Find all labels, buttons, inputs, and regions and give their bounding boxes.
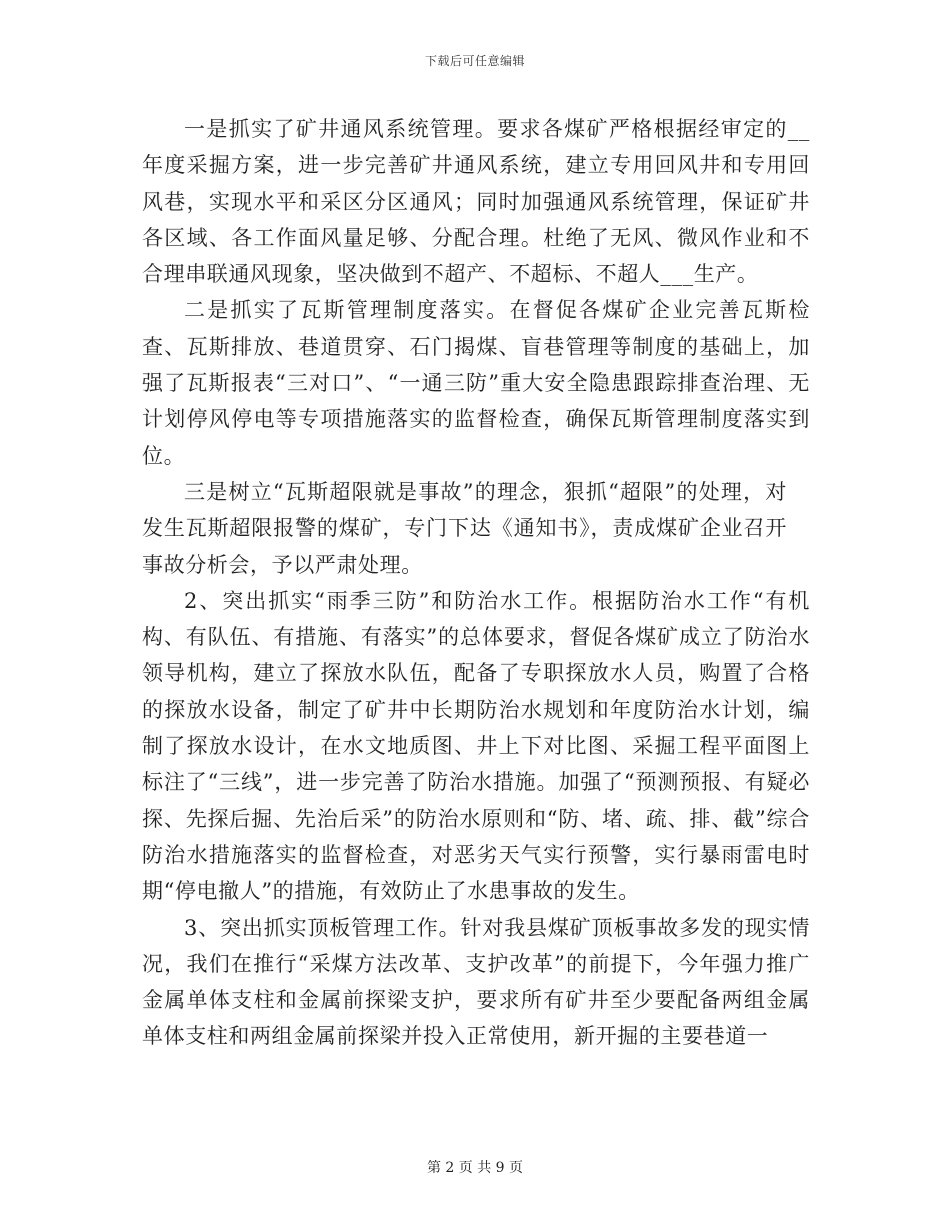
paragraph-water-prevention: 2、突出抓实“雨季三防”和防治水工作。根据防治水工作“有机构、有队伍、有措施、有落实”的总体要求，督促各煤矿成立了防治水领导机构，建立了探放水队伍，配备了专职探放水人员，购置了合格的探放水设备，制定了矿井中长期防治水规划和年度防治水计划，编制了探放水设计，在水文地质图、井上下对比图、采掘工程平面图上标注了“三线”，进一步完善了防治水措施。加强了“预测预报、有疑必探、先探后掘、先治后采”的防治水原则和“防、堵、疏、排、截”综合防治水措施落实的监督检查，对恶劣天气实行预警，实行暴雨雷电时期“停电撤人”的措施，有效防止了水患事故的发生。	[142, 588, 810, 904]
document-body	[142, 111, 810, 1055]
paragraph-gas-overlimit: 三是树立“瓦斯超限就是事故”的理念，狠抓“超限”的处理，对发生瓦斯超限报警的煤矿，专门下达《通知书》，责成煤矿企业召开事故分析会，予以严肃处理。	[142, 479, 787, 577]
paragraph-roof-management: 3、突出抓实顶板管理工作。针对我县煤矿顶板事故多发的现实情况，我们在推行“采煤方法改革、支护改革”的前提下，今年强力推广金属单体支柱和金属前探梁支护，要求所有矿井至少要配备两组金属单体支柱和两组金属前探梁并投入正常使用，新开掘的主要巷道一	[142, 915, 810, 1049]
page-number: 第 2 页 共 9 页	[426, 1160, 524, 1176]
paragraph-gas-management: 二是抓实了瓦斯管理制度落实。在督促各煤矿企业完善瓦斯检查、瓦斯排放、巷道贯穿、石门揭煤、盲巷管理等制度的基础上，加强了瓦斯报表“三对口”、“一通三防”重大安全隐患跟踪排查治理、无计划停风停电等专项措施落实的监督检查，确保瓦斯管理制度落实到位。	[142, 298, 810, 468]
page-header: 下载后可任意编辑	[424, 54, 525, 68]
paragraph-ventilation: 一是抓实了矿井通风系统管理。要求各煤矿严格根据经审定的__年度采掘方案，进一步完善矿井通风系统，建立专用回风井和专用回风巷，实现水平和采区分区通风；同时加强通风系统管理，保证矿井各区域、各工作面风量足够、分配合理。杜绝了无风、微风作业和不合理串联通风现象，坚决做到不超产、不超标、不超人___生产。	[142, 117, 810, 287]
